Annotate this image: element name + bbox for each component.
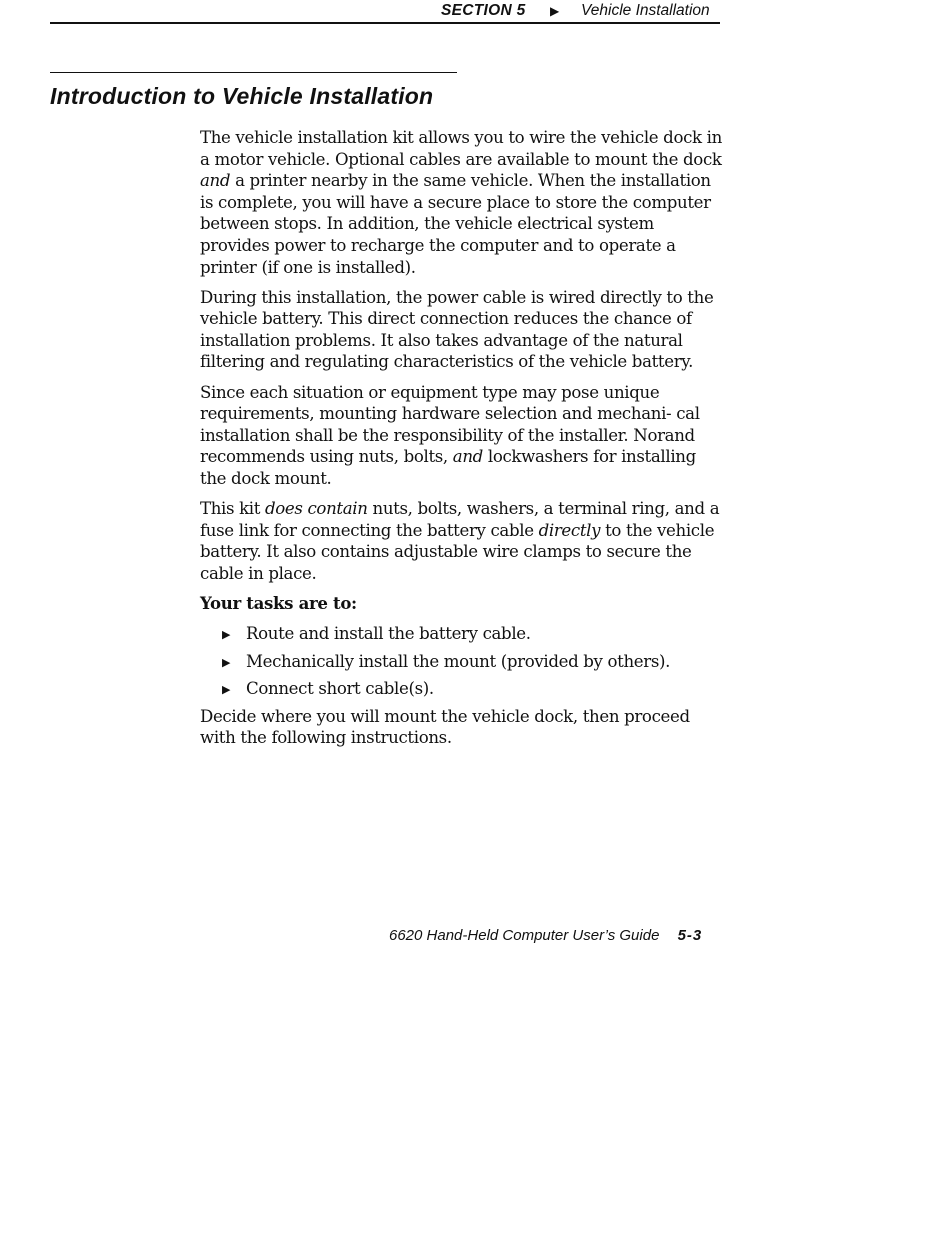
paragraph-1-text-a: The vehicle installation kit allows you to wire the vehicle dock in a motor vehicle. Optional cables are available to mount the dock bbox=[200, 128, 722, 169]
paragraph-1-text-b: a printer nearby in the same vehicle. When the installation is complete, you will have a secure place to store the computer between stops. In addition, the vehicle electrical system provides power to recharge the computer and to operate a printer (if one is installed). bbox=[200, 171, 711, 277]
tasks-heading: Your tasks are to: bbox=[200, 592, 357, 613]
body-text bbox=[200, 127, 725, 757]
header-section-label: SECTION 5 bbox=[441, 2, 526, 19]
paragraph-1-emphasis: and bbox=[200, 171, 231, 191]
paragraph-4-text-c: to the vehicle battery. It also contains adjustable wire clamps to secure the cable in place. bbox=[200, 520, 715, 583]
closing-paragraph: Decide where you will mount the vehicle dock, then proceed with the following instructions. bbox=[200, 706, 690, 748]
running-header bbox=[50, 0, 720, 24]
paragraph-4 bbox=[200, 498, 725, 584]
paragraph-3-text-b: lockwashers for installing the dock mount. bbox=[200, 447, 696, 488]
page-title: Introduction to Vehicle Installation bbox=[50, 83, 434, 109]
bullet-arrow-icon: ▶ bbox=[222, 627, 231, 641]
task-item bbox=[200, 678, 725, 700]
paragraph-3-emphasis: and bbox=[452, 447, 483, 467]
header-arrow-icon: ▶ bbox=[550, 4, 560, 18]
paragraph-2: During this installation, the power cable is wired directly to the vehicle battery. This direct connection reduces the chance of installation problems. It also takes advantage of the natural filtering and regulating characteristics of the vehicle battery. bbox=[200, 287, 714, 372]
task-item-label: Route and install the battery cable. bbox=[246, 623, 531, 643]
paragraph-4-emphasis-2: directly bbox=[538, 520, 601, 540]
task-item-label: Mechanically install the mount (provided by others). bbox=[246, 651, 671, 671]
page-number: 5-3 bbox=[677, 927, 703, 944]
paragraph-4-text-a: This kit bbox=[200, 499, 266, 518]
paragraph-3-text-a: Since each situation or equipment type may pose unique requirements, mounting hardware selection and mechani- cal installation shall be the responsibility of the installer. Norand recommends using nuts, bolts, bbox=[200, 382, 700, 467]
paragraph-1 bbox=[200, 127, 725, 278]
running-footer bbox=[389, 927, 702, 944]
task-item bbox=[200, 623, 725, 645]
title-rule bbox=[50, 72, 457, 73]
paragraph-4-text-b: nuts, bolts, washers, a terminal ring, and a fuse link for connecting the battery cable bbox=[200, 499, 720, 540]
task-item-label: Connect short cable(s). bbox=[246, 679, 434, 699]
paragraph-4-emphasis-1: does contain bbox=[265, 499, 368, 518]
bullet-arrow-icon: ▶ bbox=[222, 655, 231, 669]
task-list bbox=[200, 623, 725, 700]
header-section-title: Vehicle Installation bbox=[581, 2, 710, 19]
task-item bbox=[200, 651, 725, 673]
paragraph-3 bbox=[200, 382, 725, 490]
bullet-arrow-icon: ▶ bbox=[222, 683, 231, 697]
footer-guide-title: 6620 Hand-Held Computer User’s Guide bbox=[389, 927, 660, 944]
